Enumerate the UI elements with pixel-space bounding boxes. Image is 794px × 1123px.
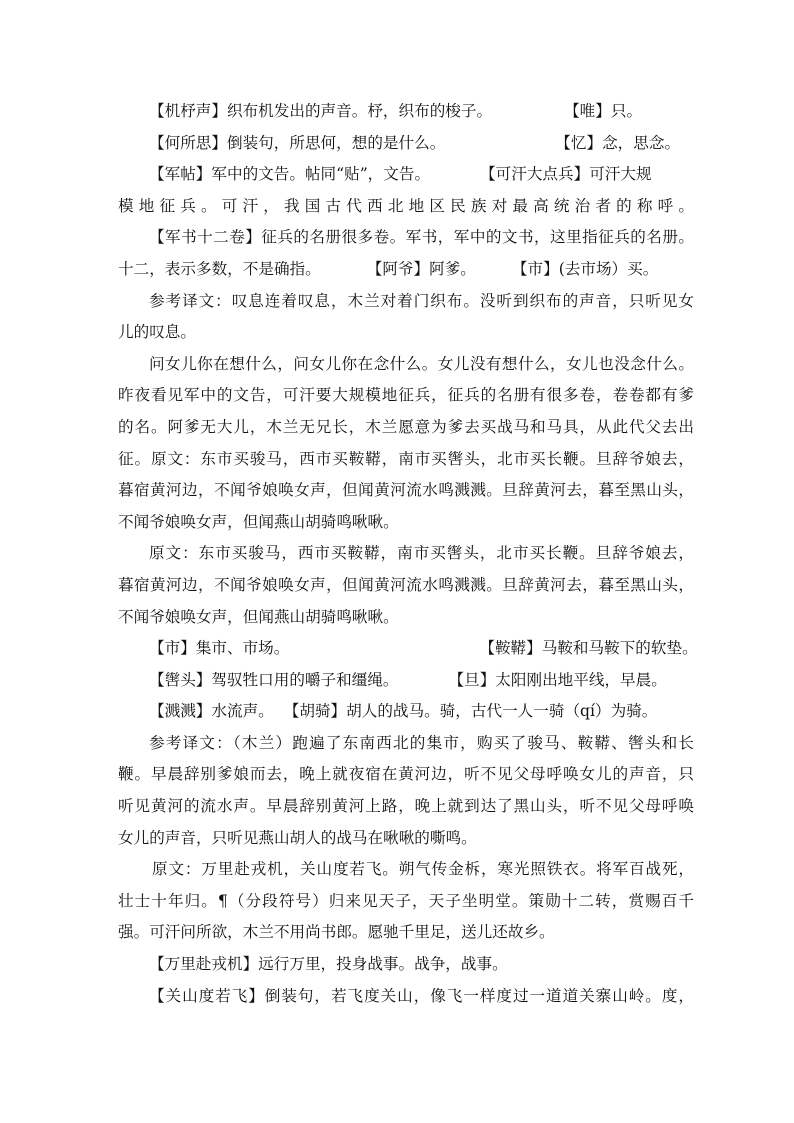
annotation-line: [118, 633, 698, 665]
annotation-yi: 【忆】念，思念。: [555, 133, 681, 152]
text-line: 听见黄河的流水声。早晨辞别黄河上路，晚上就到达了黑山头，听不见父母呼唤: [118, 797, 694, 816]
annotation-shi-market: 【市】集市、市场。: [149, 639, 290, 658]
text-line: [118, 823, 694, 855]
text-line: [118, 317, 694, 349]
original-text-paragraph-start: 原文：万里赴戎机，关山度若飞。朔气传金柝，寒光照铁衣。将军百战死，: [152, 860, 694, 879]
annotation-dan: 【旦】太阳刚出地平线，早晨。: [448, 670, 667, 689]
text-line: [118, 917, 694, 949]
annotation-kehan-dadianbing: 【可汗大点兵】可汗大规: [480, 165, 652, 184]
annotation-wei: 【唯】只。: [564, 102, 643, 120]
text-line: 壮士十年归。¶（分段符号）归来见天子，天子坐明堂。策勋十二转，赏赐百千: [118, 891, 694, 910]
translation-paragraph-start: 参考译文：（木兰）跑遍了东南西北的集市，购买了骏马、鞍鞯、辔头和长: [149, 733, 694, 752]
text-line: 征。原文：东市买骏马，西市买鞍鞯，南市买辔头，北市买长鞭。旦辞爷娘去，: [118, 449, 694, 468]
text-segment: 不闻爷娘唤女声，但闻燕山胡骑鸣啾啾。: [118, 607, 399, 626]
text-segment: 儿的叹息。: [118, 323, 196, 342]
annotation-aye: 【阿爷】阿爹。: [366, 259, 476, 278]
original-text-paragraph-start: 原文：东市买骏马，西市买鞍鞯，南市买辔头，北市买长鞭。旦辞爷娘去，: [149, 544, 694, 563]
text-segment: 不闻爷娘唤女声，但闻燕山胡骑鸣啾啾。: [118, 512, 399, 531]
text-line: 暮宿黄河边，不闻爷娘唤女声，但闻黄河流水鸣溅溅。旦辞黄河去，暮至黑山头，: [118, 481, 694, 500]
annotation-jizhusheng: 【机杼声】织布机发出的声音。杼，织布的梭子。: [149, 102, 493, 120]
text-line: 模地征兵。可汗，我国古代西北地区民族对最高统治者的称呼。: [118, 196, 694, 215]
translation-paragraph-start: 问女儿你在想什么，问女儿你在念什么。女儿没有想什么，女儿也没念什么。: [149, 354, 694, 373]
annotation-anjian: 【鞍鞯】马鞍和马鞍下的软垫。: [479, 639, 698, 658]
text-line: [118, 507, 694, 539]
annotation-line: [118, 96, 694, 128]
annotation-line: [118, 128, 694, 160]
text-segment: 强。可汗问所欲，木兰不用尚书郎。愿驰千里足，送儿还故乡。: [118, 923, 555, 942]
annotation-line: [118, 696, 694, 728]
annotation-peitou: 【辔头】驾驭牲口用的嚼子和缰绳。: [149, 670, 399, 689]
text-line: 的名。阿爹无大儿，木兰无兄长，木兰愿意为爹去买战马和马具，从此代父去出: [118, 417, 694, 436]
annotation-shi: 【市】(去市场）买。: [511, 259, 659, 278]
annotation-juntie: 【军帖】军中的文告。帖同“贴”，文告。: [149, 165, 431, 184]
document-body: [118, 96, 698, 1012]
annotation-line: [118, 949, 694, 981]
annotation-wanli-furongji: 【万里赴戎机】远行万里，投身战事。战争，战事。: [149, 955, 508, 974]
annotation-guanshan-duruofei: 【关山度若飞】倒装句，若飞度关山，像飞一样度过一道道关寨山岭。度，: [149, 986, 694, 1005]
text-segment: 十二，表示多数，不是确指。: [118, 259, 321, 278]
text-segment: 女儿的声音，只听见燕山胡人的战马在啾啾的嘶鸣。: [118, 828, 477, 847]
text-line: 鞭。早晨辞别爹娘而去，晚上就夜宿在黄河边，听不见父母呼唤女儿的声音，只: [118, 765, 694, 784]
text-line: 昨夜看见军中的文告，可汗要大规模地征兵，征兵的名册有很多卷，卷卷都有爹: [118, 386, 694, 405]
annotation-huji: 【胡骑】胡人的战马。骑，古代一人一骑（qí）为骑。: [283, 702, 658, 721]
annotation-line: [118, 665, 694, 697]
annotation-line: [118, 254, 694, 286]
text-line: 暮宿黄河边，不闻爷娘唤女声，但闻黄河流水鸣溅溅。旦辞黄河去，暮至黑山头，: [118, 575, 694, 594]
annotation-jianjian: 【溅溅】水流声。: [149, 702, 274, 721]
annotation-hesuosi: 【何所思】倒装句，所思何，想的是什么。: [149, 133, 446, 152]
annotation-junshu: 【军书十二卷】征兵的名册很多卷。军书，军中的文书，这里指征兵的名册。: [149, 228, 694, 247]
text-line: [118, 602, 694, 634]
translation-paragraph-start: 参考译文：叹息连着叹息，木兰对着门织布。没听到织布的声音，只听见女: [149, 291, 694, 310]
annotation-line: [118, 159, 694, 191]
